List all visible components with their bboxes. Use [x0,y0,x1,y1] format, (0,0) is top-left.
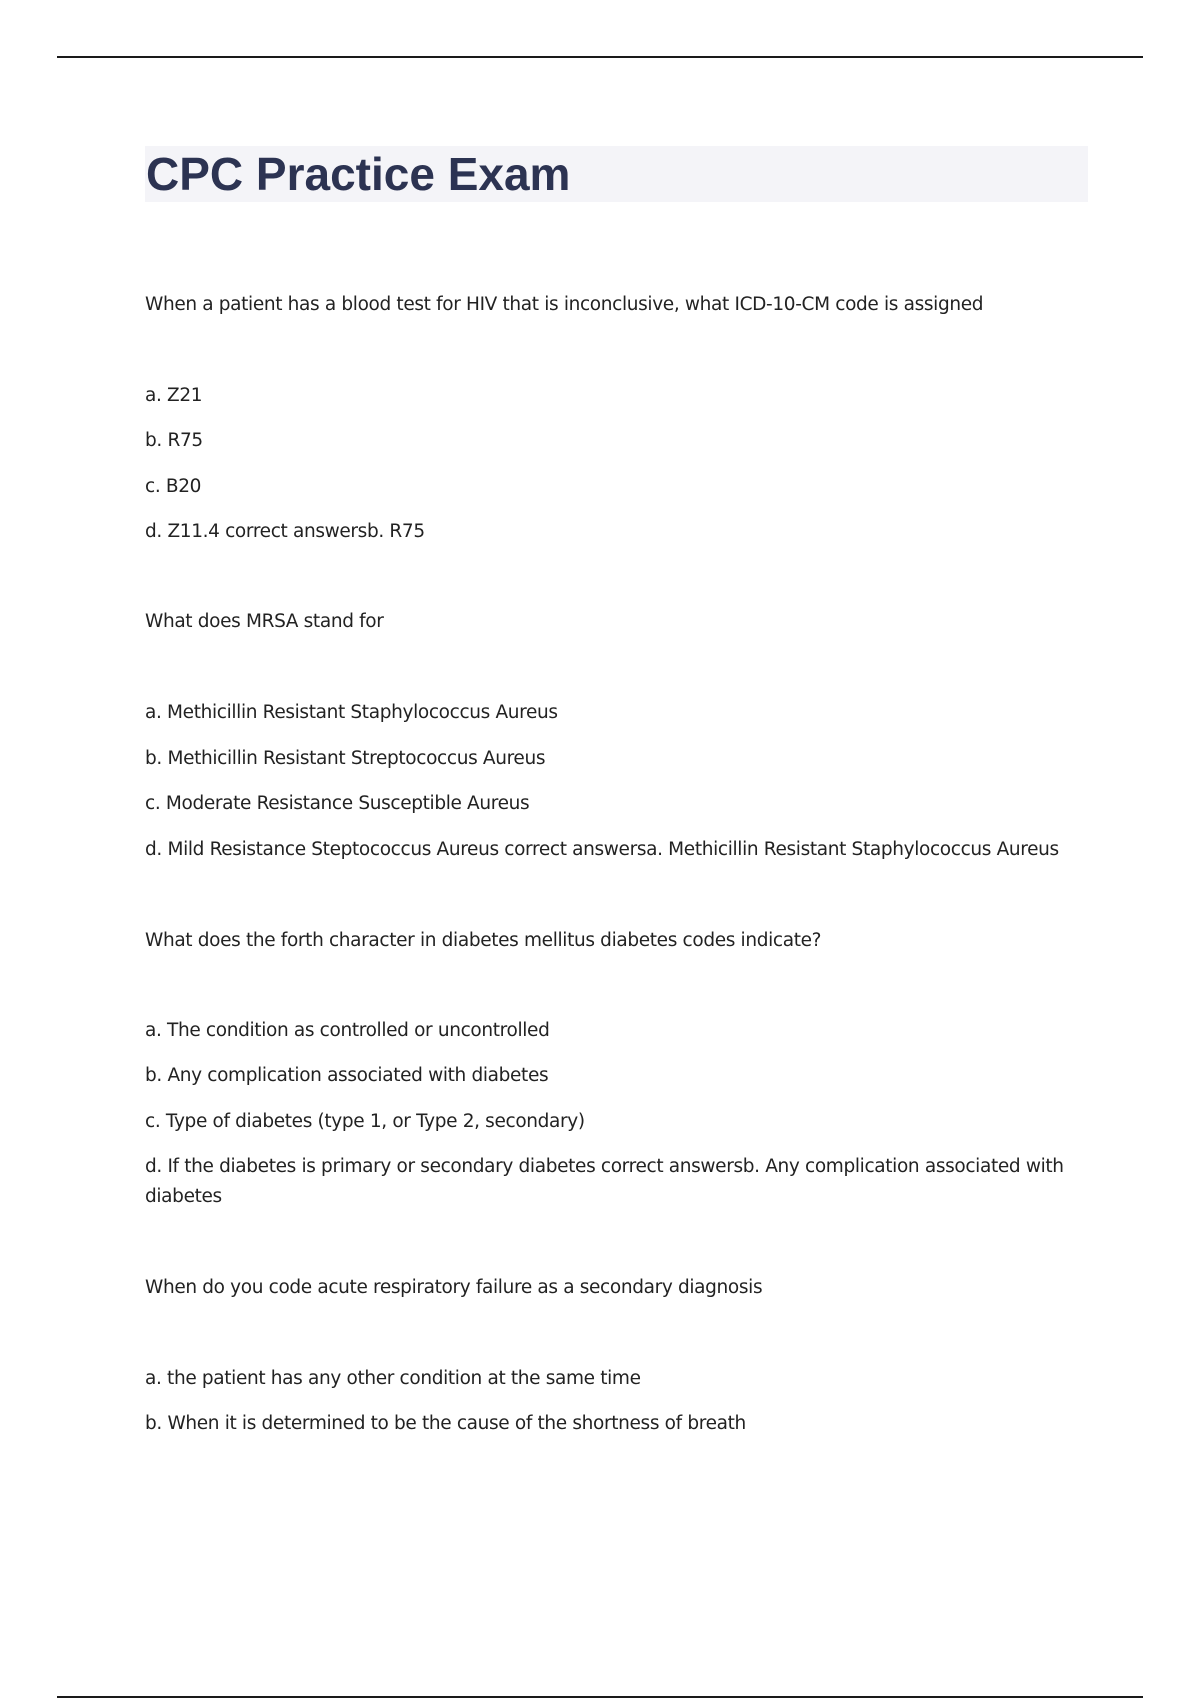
question-3-option-d: d. If the diabetes is primary or secondary diabetes correct answersb. Any complication associated with diabetes [145,1156,1064,1207]
page-title: CPC Practice Exam [146,148,571,200]
question-4-option-b: b. When it is determined to be the cause of the shortness of breath [145,1413,746,1434]
header-rule [57,56,1143,58]
question-3-option-b: b. Any complication associated with diabetes [145,1065,549,1086]
question-2-option-b: b. Methicillin Resistant Streptococcus Aureus [145,748,546,769]
question-1-option-b: b. R75 [145,430,203,451]
question-3-option-c: c. Type of diabetes (type 1, or Type 2, secondary) [145,1111,585,1132]
question-4-option-a: a. the patient has any other condition at the same time [145,1368,641,1389]
question-2-option-c: c. Moderate Resistance Susceptible Aureus [145,793,530,814]
question-1-option-a: a. Z21 [145,385,203,406]
question-2-option-d: d. Mild Resistance Steptococcus Aureus correct answersa. Methicillin Resistant Staphylococcus Aureus [145,839,1059,860]
question-2-prompt: What does MRSA stand for [145,611,384,632]
question-1-option-c: c. B20 [145,476,202,497]
question-1-prompt: When a patient has a blood test for HIV that is inconclusive, what ICD-10-CM code is assigned [145,294,984,315]
footer-rule [57,1696,1143,1698]
question-3-prompt: What does the forth character in diabetes mellitus diabetes codes indicate? [145,930,822,951]
question-4-prompt: When do you code acute respiratory failure as a secondary diagnosis [145,1277,763,1298]
question-2-option-a: a. Methicillin Resistant Staphylococcus Aureus [145,702,558,723]
question-3-option-a: a. The condition as controlled or uncontrolled [145,1020,550,1041]
question-1-option-d: d. Z11.4 correct answersb. R75 [145,521,425,542]
